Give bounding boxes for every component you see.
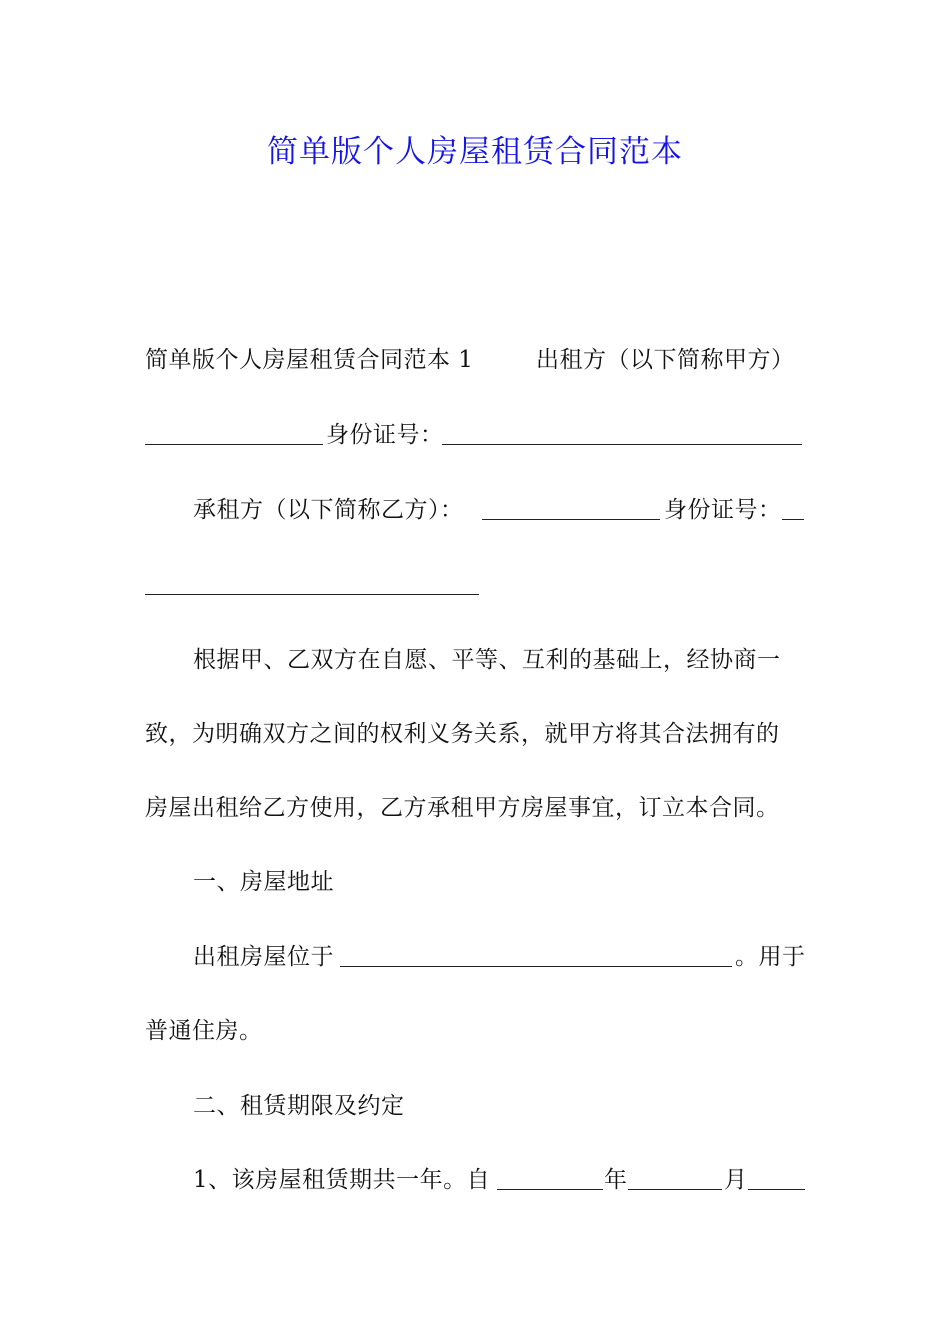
lessee-id-blank-start	[782, 518, 804, 520]
term-month-label: 月	[724, 1167, 748, 1193]
header-left-text: 简单版个人房屋租赁合同范本 1	[145, 347, 474, 373]
lessor-name-blank	[145, 443, 323, 445]
address-suffix: 。用于	[735, 944, 806, 970]
term-year-blank	[497, 1188, 603, 1190]
lessor-id-blank	[442, 443, 802, 445]
header-line	[145, 340, 473, 380]
lessee-id-label: 身份证号：	[664, 497, 782, 523]
term-day-blank	[748, 1188, 805, 1190]
intro-line-3: 房屋出租给乙方使用，乙方承租甲方房屋事宜，订立本合同。	[145, 795, 780, 821]
section2-heading: 二、租赁期限及约定	[193, 1093, 405, 1119]
section1-heading: 一、房屋地址	[193, 869, 334, 895]
lessee-id-blank-cont	[145, 593, 479, 595]
lessor-label-line	[536, 340, 795, 380]
lessee-id-line	[664, 490, 782, 530]
lessor-id-label: 身份证号：	[326, 422, 444, 448]
lessee-line	[193, 490, 464, 530]
address-line-2: 普通住房。	[145, 1018, 263, 1044]
lessee-label: 承租方（以下简称乙方）：	[193, 497, 464, 523]
term-month-blank	[628, 1188, 722, 1190]
intro-line-1: 根据甲、乙双方在自愿、平等、互利的基础上，经协商一	[193, 647, 781, 673]
lessor-label: 出租方（以下简称甲方）	[536, 347, 795, 373]
address-prefix: 出租房屋位于	[193, 944, 334, 970]
lessee-name-blank	[482, 518, 660, 520]
term-prefix: 1、该房屋租赁期共一年。自	[193, 1167, 491, 1193]
address-blank	[340, 965, 732, 967]
intro-line-2: 致，为明确双方之间的权利义务关系，就甲方将其合法拥有的	[145, 721, 780, 747]
lessor-id-line	[326, 415, 444, 455]
term-year-label: 年	[604, 1167, 628, 1193]
document-title: 简单版个人房屋租赁合同范本	[267, 134, 683, 170]
